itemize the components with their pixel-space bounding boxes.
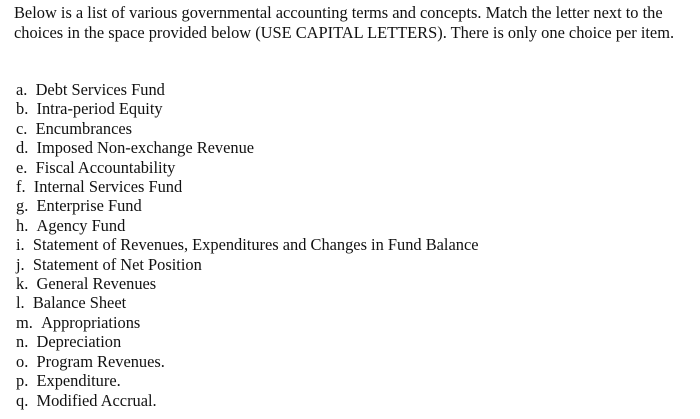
term-item: [16, 371, 479, 390]
term-item: [16, 177, 479, 196]
term-text: Balance Sheet: [32, 293, 127, 313]
term-text: Statement of Revenues, Expenditures and Changes in Fund Balance: [32, 235, 479, 255]
term-text: Encumbrances: [35, 118, 133, 138]
term-item: [16, 196, 479, 215]
term-letter: a.: [16, 80, 28, 99]
term-item: [16, 138, 479, 157]
term-text: Intra-period Equity: [36, 99, 163, 119]
term-item: [16, 80, 479, 99]
term-text: Debt Services Fund: [35, 80, 165, 99]
term-item: [16, 158, 479, 177]
term-letter: e.: [16, 157, 28, 177]
term-text: Agency Fund: [36, 215, 126, 235]
term-text: Expenditure.: [36, 371, 121, 391]
term-item: [16, 332, 479, 351]
term-item: [16, 235, 479, 254]
term-text: Imposed Non-exchange Revenue: [36, 138, 255, 158]
term-item: [16, 255, 479, 274]
term-letter: o.: [16, 351, 29, 371]
term-text: Internal Services Fund: [33, 177, 183, 197]
term-text: Program Revenues.: [36, 351, 165, 371]
term-letter: l.: [16, 293, 25, 313]
term-text: Fiscal Accountability: [35, 157, 176, 177]
document-page: [14, 0, 694, 410]
term-letter: k.: [16, 274, 29, 294]
term-text: General Revenues: [36, 274, 157, 294]
instructions-paragraph: Below is a list of various governmental accounting terms and concepts. Match the letter next to the choices in the space provided below (USE CAPITAL LETTERS). There is only one choice per item.: [14, 3, 675, 42]
term-letter: d.: [16, 138, 29, 158]
term-item: [16, 293, 479, 312]
term-letter: p.: [16, 371, 29, 391]
term-item: [16, 216, 479, 235]
term-item: [16, 391, 479, 410]
term-text: Modified Accrual.: [36, 390, 157, 410]
terms-list: [16, 80, 479, 410]
term-text: Depreciation: [36, 332, 122, 352]
term-letter: b.: [16, 99, 29, 119]
term-letter: f.: [16, 177, 26, 197]
term-item: [16, 352, 479, 371]
term-item: [16, 99, 479, 118]
term-item: [16, 313, 479, 332]
term-letter: m.: [16, 312, 33, 332]
term-item: [16, 119, 479, 138]
term-text: Statement of Net Position: [32, 254, 202, 274]
term-item: [16, 274, 479, 293]
term-letter: j.: [16, 254, 25, 274]
term-letter: q.: [16, 390, 29, 410]
term-letter: i.: [16, 235, 25, 255]
term-text: Appropriations: [41, 312, 141, 332]
term-letter: c.: [16, 118, 28, 138]
term-text: Enterprise Fund: [36, 196, 142, 216]
term-letter: g.: [16, 196, 29, 216]
term-letter: h.: [16, 215, 29, 235]
term-letter: n.: [16, 332, 29, 352]
